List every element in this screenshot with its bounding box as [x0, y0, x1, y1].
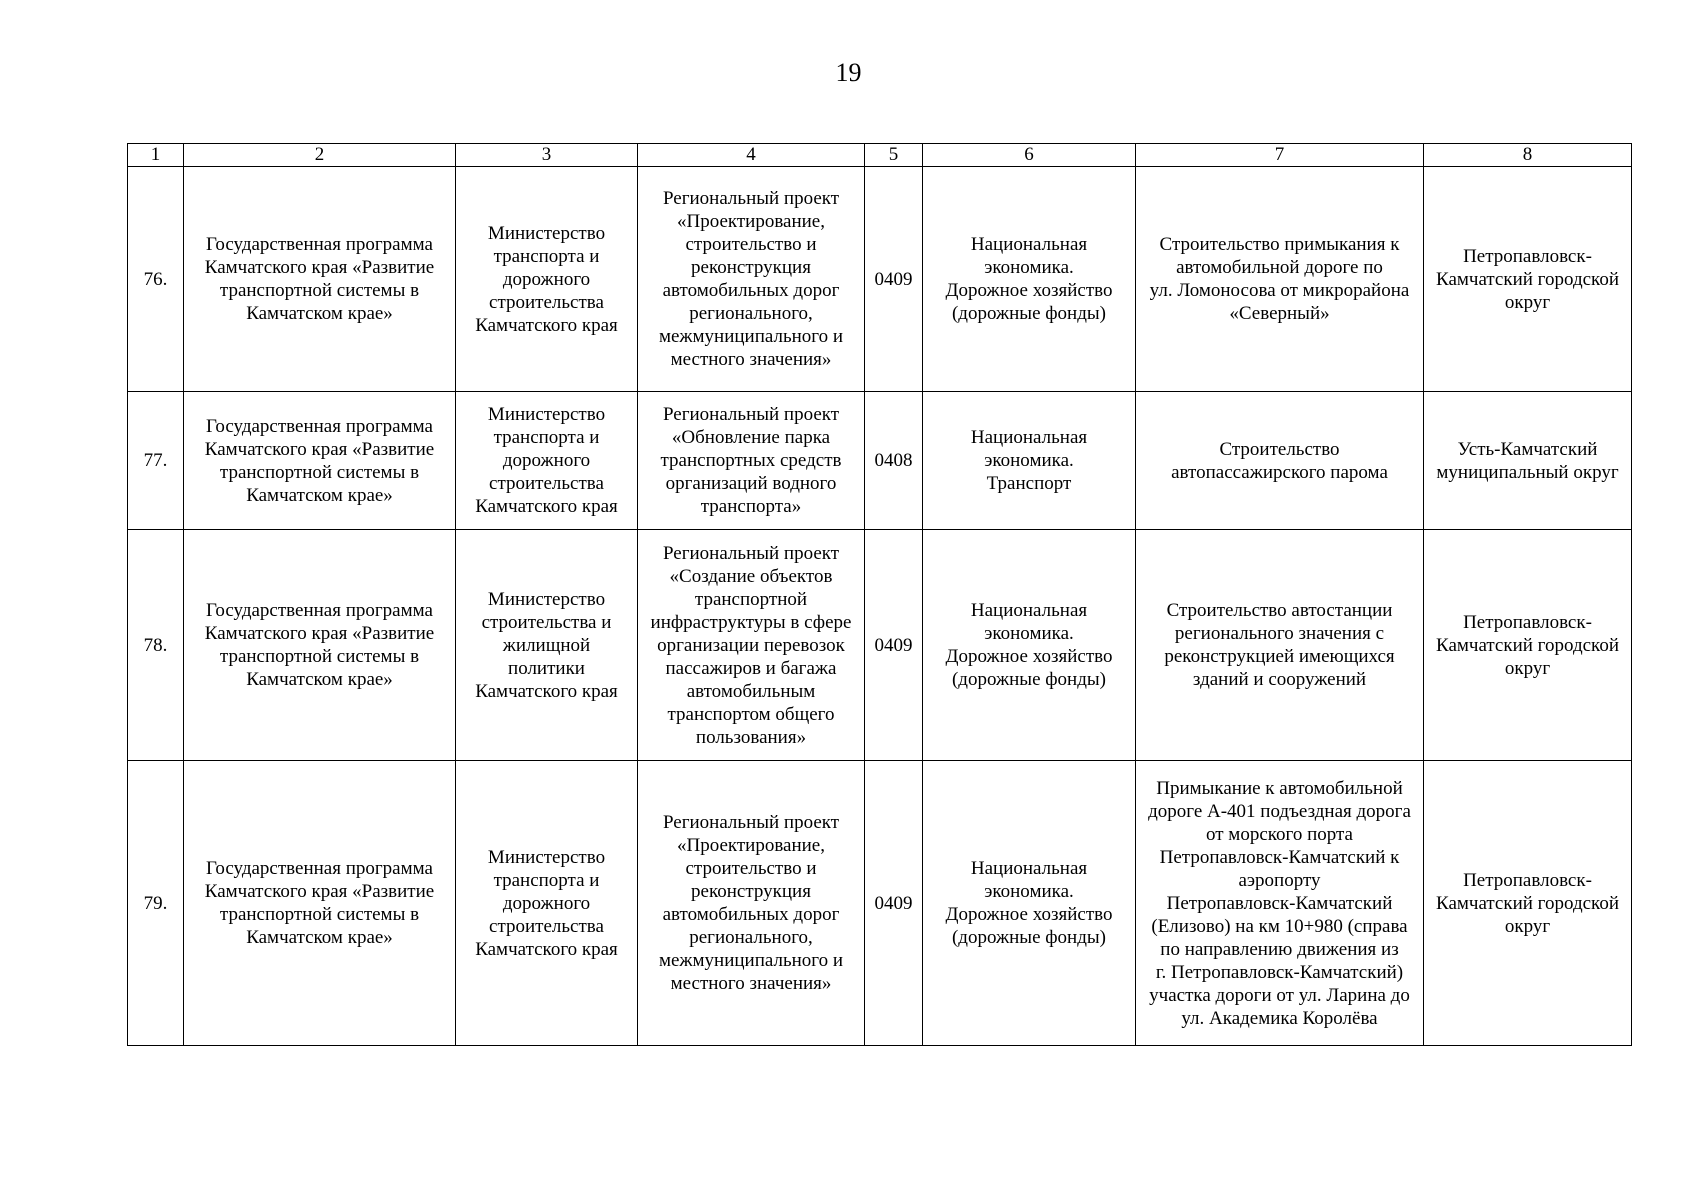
header-col-5: 5 — [865, 144, 923, 167]
header-col-7: 7 — [1136, 144, 1424, 167]
header-col-4: 4 — [638, 144, 865, 167]
program-cell: Государственная программа Камчатского края «Развитие транспортной системы в Камчатском крае» — [184, 761, 456, 1046]
row-number-cell: 79. — [128, 761, 184, 1046]
header-col-3: 3 — [456, 144, 638, 167]
page-number: 19 — [835, 58, 862, 87]
ministry-cell: Министерство транспорта и дорожного строительства Камчатского края — [456, 167, 638, 392]
program-cell: Государственная программа Камчатского края «Развитие транспортной системы в Камчатском крае» — [184, 530, 456, 761]
ministry-cell: Министерство транспорта и дорожного строительства Камчатского края — [456, 761, 638, 1046]
budget-code-cell: 0408 — [865, 392, 923, 530]
table-row — [128, 530, 1632, 761]
row-number-cell: 78. — [128, 530, 184, 761]
project-cell: Региональный проект «Проектирование, строительство и реконструкция автомобильных дорог регионального, межмуниципального и местного значения» — [638, 761, 865, 1046]
municipality-cell: Петропавловск- Камчатский городской округ — [1424, 530, 1632, 761]
budget-section-cell: Национальная экономика. Транспорт — [923, 392, 1136, 530]
municipality-cell: Петропавловск- Камчатский городской округ — [1424, 761, 1632, 1046]
header-col-1: 1 — [128, 144, 184, 167]
project-cell: Региональный проект «Обновление парка транспортных средств организаций водного транспорта» — [638, 392, 865, 530]
column-number-header-row — [128, 144, 1632, 167]
project-cell: Региональный проект «Проектирование, строительство и реконструкция автомобильных дорог регионального, межмуниципального и местного значения» — [638, 167, 865, 392]
header-col-6: 6 — [923, 144, 1136, 167]
municipality-cell: Усть-Камчатский муниципальный округ — [1424, 392, 1632, 530]
project-cell: Региональный проект «Создание объектов транспортной инфраструктуры в сфере организации перевозок пассажиров и багажа автомобильным транспортом общего пользования» — [638, 530, 865, 761]
budget-objects-table — [127, 143, 1632, 1046]
row-number-cell: 77. — [128, 392, 184, 530]
object-name-cell: Строительство автопассажирского парома — [1136, 392, 1424, 530]
object-name-cell: Примыкание к автомобильной дороге А-401 подъездная дорога от морского порта Петропавловск-Камчатский к аэропорту Петропавловск-Камчатский (Елизово) на км 10+980 (справа по направлению движения из г. Петропавловск-Камчатский) участка дороги от ул. Ларина до ул. Академика Королёва — [1136, 761, 1424, 1046]
budget-section-cell: Национальная экономика. Дорожное хозяйство (дорожные фонды) — [923, 167, 1136, 392]
budget-section-cell: Национальная экономика. Дорожное хозяйство (дорожные фонды) — [923, 530, 1136, 761]
object-name-cell: Строительство примыкания к автомобильной дороге по ул. Ломоносова от микрорайона «Северный» — [1136, 167, 1424, 392]
budget-code-cell: 0409 — [865, 167, 923, 392]
ministry-cell: Министерство транспорта и дорожного строительства Камчатского края — [456, 392, 638, 530]
budget-code-cell: 0409 — [865, 761, 923, 1046]
header-col-8: 8 — [1424, 144, 1632, 167]
header-col-2: 2 — [184, 144, 456, 167]
row-number-cell: 76. — [128, 167, 184, 392]
program-cell: Государственная программа Камчатского края «Развитие транспортной системы в Камчатском крае» — [184, 167, 456, 392]
program-cell: Государственная программа Камчатского края «Развитие транспортной системы в Камчатском крае» — [184, 392, 456, 530]
budget-code-cell: 0409 — [865, 530, 923, 761]
budget-section-cell: Национальная экономика. Дорожное хозяйство (дорожные фонды) — [923, 761, 1136, 1046]
table-row — [128, 761, 1632, 1046]
object-name-cell: Строительство автостанции регионального значения с реконструкцией имеющихся зданий и сооружений — [1136, 530, 1424, 761]
ministry-cell: Министерство строительства и жилищной политики Камчатского края — [456, 530, 638, 761]
table-row — [128, 392, 1632, 530]
table-row — [128, 167, 1632, 392]
municipality-cell: Петропавловск- Камчатский городской округ — [1424, 167, 1632, 392]
